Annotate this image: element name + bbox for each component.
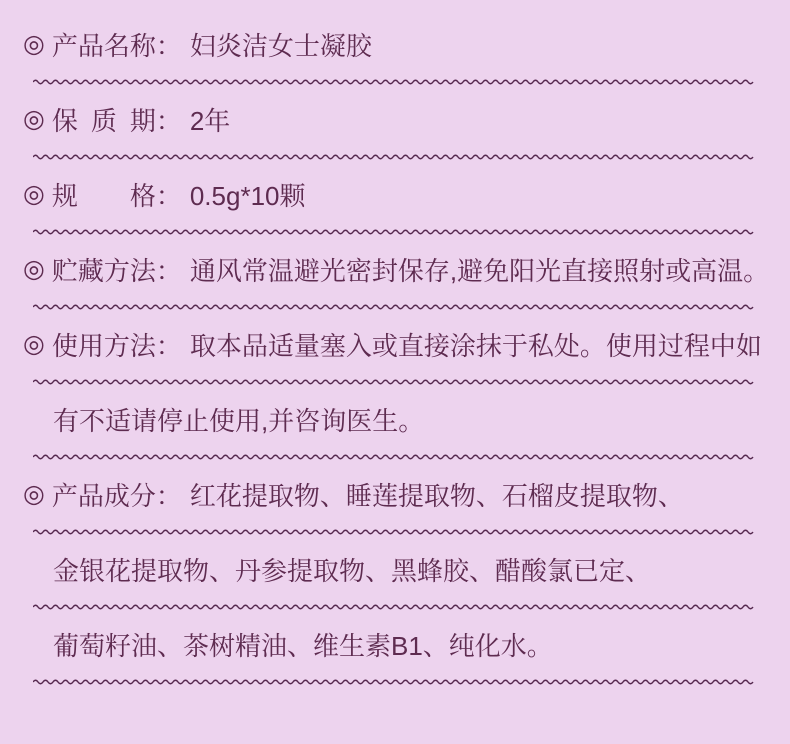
wavy-divider	[33, 303, 755, 310]
bullseye-bullet-icon: ◎	[23, 30, 45, 58]
row-storage-method	[0, 235, 790, 303]
bullseye-bullet-icon: ◎	[23, 180, 45, 208]
continuation-text: 葡萄籽油、茶树精油、维生素B1、纯化水。	[53, 630, 553, 661]
wavy-divider	[33, 228, 755, 235]
field-colon: ：	[155, 330, 182, 361]
field-label-ingredients: 产品成分	[51, 480, 156, 511]
field-label-shelf-life: 保质期	[51, 105, 156, 136]
wavy-divider-path	[33, 80, 753, 84]
field-colon: ：	[155, 30, 182, 61]
field-colon: ：	[155, 480, 182, 511]
field-label-usage-method: 使用方法	[51, 330, 156, 361]
field-value-specification: 0.5g*10颗	[189, 180, 306, 211]
field-label-storage-method: 贮藏方法	[51, 255, 156, 286]
wavy-divider	[33, 378, 755, 385]
field-colon: ：	[155, 105, 182, 136]
wavy-divider	[33, 678, 755, 685]
bullseye-bullet-icon: ◎	[23, 330, 45, 358]
wavy-divider-path	[33, 230, 753, 234]
field-value-ingredients: 红花提取物、睡莲提取物、石榴皮提取物、	[189, 480, 684, 511]
wavy-divider	[33, 603, 755, 610]
field-label-specification: 规格	[51, 180, 156, 211]
wavy-divider	[33, 153, 755, 160]
row-ingredients-continuation-1	[0, 535, 790, 603]
field-colon: ：	[155, 180, 182, 211]
wavy-divider-path	[33, 380, 753, 384]
wavy-divider-path	[33, 605, 753, 609]
wavy-divider-path	[33, 155, 753, 159]
bullseye-bullet-icon: ◎	[23, 105, 45, 133]
field-label-product-name: 产品名称	[51, 30, 156, 61]
wavy-divider-path	[33, 530, 753, 534]
wavy-divider	[33, 528, 755, 535]
field-value-product-name: 妇炎洁女士凝胶	[189, 30, 372, 61]
field-colon: ：	[155, 255, 182, 286]
row-specification	[0, 160, 790, 228]
row-ingredients-continuation-2	[0, 610, 790, 678]
wavy-divider	[33, 453, 755, 460]
continuation-text: 金银花提取物、丹参提取物、黑蜂胶、醋酸氯已定、	[53, 555, 652, 586]
wavy-divider-path	[33, 680, 753, 684]
field-value-shelf-life: 2年	[189, 105, 231, 136]
bullseye-bullet-icon: ◎	[23, 480, 45, 508]
row-ingredients	[0, 460, 790, 528]
continuation-text: 有不适请停止使用,并咨询医生。	[53, 405, 425, 436]
field-value-usage-method: 取本品适量塞入或直接涂抹于私处。使用过程中如	[189, 330, 762, 361]
wavy-divider-path	[33, 455, 753, 459]
wavy-divider	[33, 78, 755, 85]
row-product-name	[0, 10, 790, 78]
row-shelf-life	[0, 85, 790, 153]
row-usage-method	[0, 310, 790, 378]
row-usage-method-continuation	[0, 385, 790, 453]
field-value-storage-method: 通风常温避光密封保存,避免阳光直接照射或高温。	[189, 255, 770, 286]
bullseye-bullet-icon: ◎	[23, 255, 45, 283]
wavy-divider-path	[33, 305, 753, 309]
